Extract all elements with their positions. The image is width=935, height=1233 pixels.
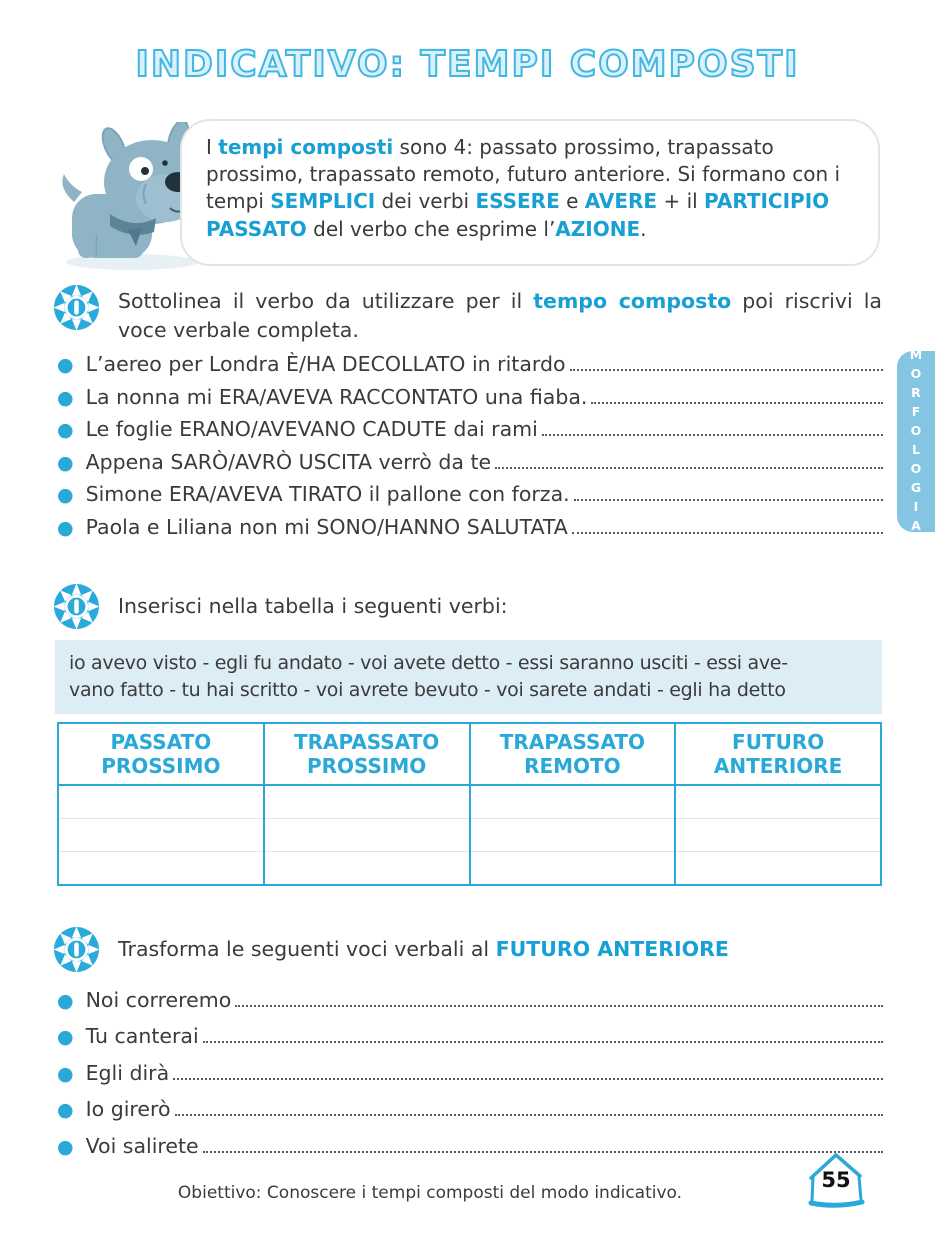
word-bank-line: vano fatto - tu hai scritto - voi avrete bevuto - voi sarete andati - egli ha detto — [69, 679, 786, 702]
list-item — [57, 1134, 883, 1170]
bullet-icon: ● — [57, 1099, 74, 1122]
text-segment: poi riscrivi la voce verbale completa. — [118, 289, 882, 342]
text-segment: FUTURO ANTERIORE — [495, 937, 729, 961]
column-header: PASSATO PROSSIMO — [58, 723, 264, 785]
item-text: Tu canterai — [85, 1024, 199, 1049]
sun-badge-icon — [53, 583, 100, 630]
bullet-icon: ● — [57, 990, 74, 1012]
table-header-row — [58, 723, 881, 785]
table-cell[interactable] — [470, 852, 676, 886]
answer-line[interactable] — [235, 1004, 883, 1007]
item-text: Paola e Liliana non mi SONO/HANNO SALUTATA — [85, 514, 568, 539]
intro-speech-bubble — [180, 119, 880, 266]
list-item — [57, 482, 883, 515]
exercise1-instruction — [118, 287, 882, 344]
item-text: Appena SARÒ/AVRÒ USCITA verrò da te — [85, 449, 492, 474]
table-cell[interactable] — [58, 852, 264, 886]
text-segment: sono 4: passato prossimo, trapassato prossimo, trapassato remoto, futuro anteriore. Si formano con i tempi — [206, 135, 841, 214]
sidebar-tab-label: MORFOLOGIA — [908, 346, 924, 537]
text-segment: + il — [657, 189, 705, 214]
table-cell[interactable] — [264, 819, 470, 852]
answer-line[interactable] — [495, 466, 883, 469]
sun-badge-icon — [53, 926, 100, 973]
answer-line[interactable] — [542, 433, 883, 436]
table-cell[interactable] — [675, 852, 881, 886]
bullet-icon: ● — [57, 1026, 74, 1049]
sidebar-tab-morfologia — [897, 346, 935, 537]
answer-line[interactable] — [175, 1113, 883, 1116]
objective-text: Obiettivo: Conoscere i tempi composti del modo indicativo. — [177, 1183, 683, 1203]
page-title: INDICATIVO: TEMPI COMPOSTI — [135, 44, 800, 85]
text-segment: tempo composto — [533, 289, 732, 313]
word-bank — [55, 640, 882, 714]
bullet-icon: ● — [57, 386, 74, 409]
table-row — [58, 852, 881, 886]
text-segment: Sottolinea il verbo da utilizzare per il — [118, 289, 534, 313]
text-segment: del verbo che esprime l’ — [306, 216, 556, 241]
text-segment: . — [640, 216, 647, 241]
exercise3-instruction — [118, 935, 882, 964]
item-text: Egli dirà — [85, 1060, 170, 1085]
column-header: TRAPASSATO PROSSIMO — [264, 723, 470, 785]
column-header: FUTURO ANTERIORE — [675, 723, 881, 785]
exercise2-instruction: Inserisci nella tabella i seguenti verbi: — [118, 594, 508, 618]
table-cell[interactable] — [470, 819, 676, 852]
answer-line[interactable] — [572, 531, 883, 534]
text-segment: dei verbi — [375, 189, 476, 214]
text-segment: AVERE — [584, 189, 658, 214]
text-segment: PARTICIPIO PASSATO — [206, 189, 830, 241]
list-item — [57, 988, 883, 1024]
bullet-icon: ● — [57, 419, 74, 441]
tenses-table — [57, 722, 882, 886]
answer-line[interactable] — [574, 498, 883, 501]
bullet-icon: ● — [57, 484, 74, 506]
item-text: Voi salirete — [85, 1133, 199, 1158]
table-cell[interactable] — [264, 785, 470, 819]
bullet-icon: ● — [57, 451, 74, 474]
text-segment: AZIONE — [555, 216, 641, 241]
answer-line[interactable] — [591, 401, 883, 404]
list-item — [57, 352, 883, 385]
text-segment: tempi composti — [218, 135, 394, 159]
bullet-icon: ● — [57, 1062, 74, 1085]
list-item — [57, 417, 883, 450]
exercise3-list — [57, 988, 883, 1170]
bullet-icon: ● — [57, 516, 74, 539]
table-cell[interactable] — [675, 819, 881, 852]
answer-line[interactable] — [203, 1040, 883, 1043]
text-segment: I — [206, 135, 219, 159]
item-text: La nonna mi ERA/AVEVA RACCONTATO una fiaba. — [85, 384, 588, 409]
list-item — [57, 450, 883, 483]
text-segment: ESSERE — [475, 189, 560, 214]
bullet-icon: ● — [57, 354, 74, 376]
sun-badge-icon — [53, 284, 100, 331]
table-row — [58, 819, 881, 852]
column-header: TRAPASSATO REMOTO — [470, 723, 676, 785]
answer-line[interactable] — [570, 368, 883, 371]
text-segment: e — [559, 189, 585, 214]
text-segment: SEMPLICI — [270, 189, 376, 214]
table-cell[interactable] — [470, 785, 676, 819]
text-segment: Trasforma le seguenti voci verbali al — [118, 937, 496, 961]
exercise1-list — [57, 352, 883, 547]
answer-line[interactable] — [173, 1077, 883, 1080]
item-text: L’aereo per Londra È/HA DECOLLATO in ritardo — [85, 352, 566, 376]
list-item — [57, 385, 883, 418]
item-text: Le foglie ERANO/AVEVANO CADUTE dai rami — [85, 417, 538, 441]
table-cell[interactable] — [58, 819, 264, 852]
page-number: 55 — [821, 1168, 851, 1192]
item-text: Simone ERA/AVEVA TIRATO il pallone con forza. — [85, 482, 570, 506]
bullet-icon: ● — [57, 1135, 74, 1158]
intro-text — [206, 135, 840, 241]
table-cell[interactable] — [58, 785, 264, 819]
list-item — [57, 515, 883, 548]
answer-line[interactable] — [203, 1150, 883, 1153]
item-text: Io girerò — [85, 1097, 171, 1122]
table-row — [58, 785, 881, 819]
item-text: Noi correremo — [85, 988, 232, 1012]
list-item — [57, 1097, 883, 1133]
table-cell[interactable] — [264, 852, 470, 886]
list-item — [57, 1024, 883, 1060]
list-item — [57, 1061, 883, 1097]
table-cell[interactable] — [675, 785, 881, 819]
word-bank-line: io avevo visto - egli fu andato - voi avete detto - essi saranno usciti - essi ave- — [69, 652, 788, 674]
